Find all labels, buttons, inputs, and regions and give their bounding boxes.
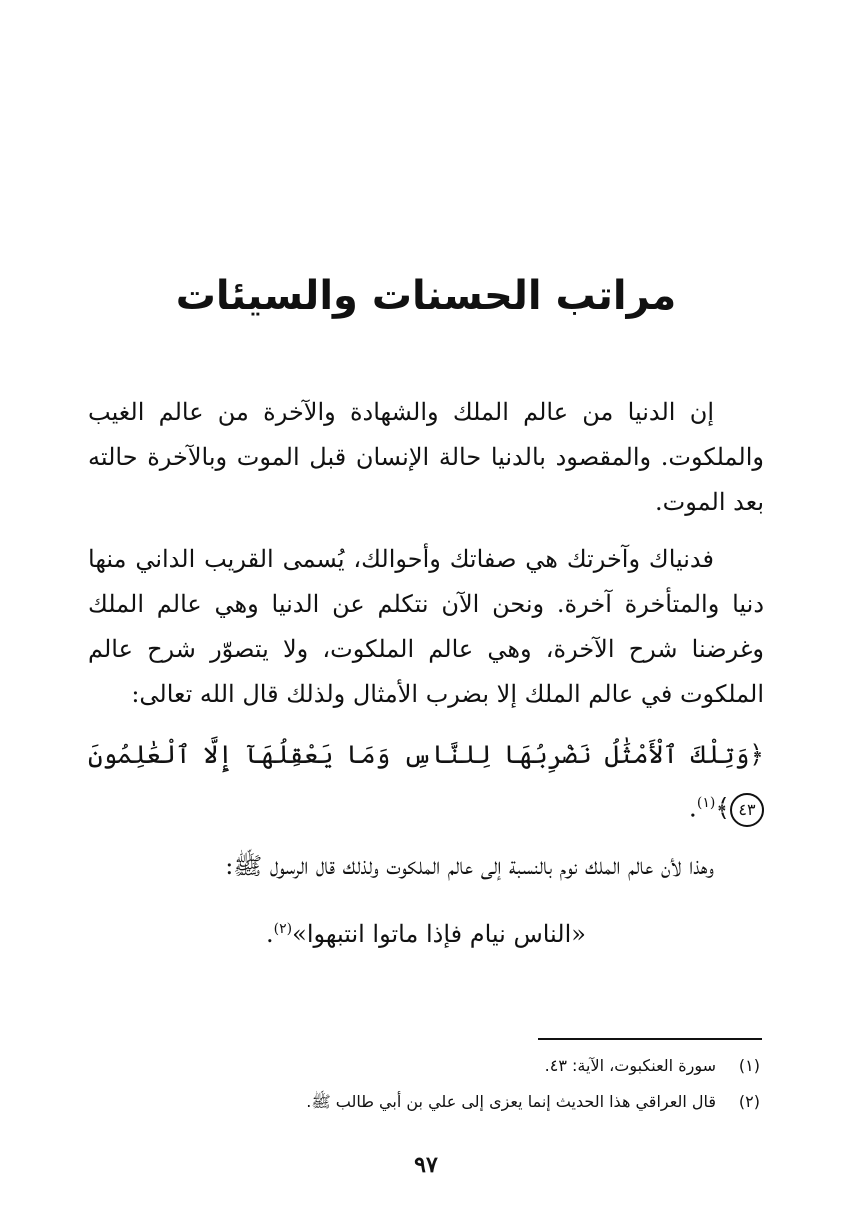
footnote-number: (٢) bbox=[738, 1092, 760, 1111]
quran-verse bbox=[88, 731, 764, 832]
quran-close-bracket: ﴾ bbox=[715, 793, 730, 823]
footnote-ref-1[interactable]: (١) bbox=[696, 795, 716, 811]
footnote-text: قال العراقي هذا الحديث إنما يعزى إلى علي بن أبي طالب ﷺ. bbox=[306, 1092, 716, 1111]
footnote-1 bbox=[92, 1048, 760, 1084]
footnote-number: (١) bbox=[738, 1056, 760, 1075]
page-number: ٩٧ bbox=[414, 1152, 438, 1178]
quran-text: ﴿وَتِلْكَ ٱلْأَمْثَٰلُ نَضْرِبُهَا لِلنَّاسِ وَمَا يَعْقِلُهَآ إِلَّا ٱلْعَٰلِمُونَ bbox=[88, 740, 764, 769]
hadith-quote bbox=[88, 907, 764, 957]
hadith-end: . bbox=[266, 920, 274, 949]
main-text bbox=[88, 390, 764, 957]
hadith-text: «الناس نيام فإذا ماتوا انتبهوا» bbox=[292, 920, 586, 949]
ayah-number-icon: ٤٣ bbox=[730, 793, 764, 827]
quran-end: . bbox=[688, 793, 697, 823]
paragraph-3: وهذا لأن عالم الملك نوم بالنسبة إلى عالم الملكوت ولذلك قال الرسول ﷺ: bbox=[225, 852, 714, 881]
chapter-title: مراتب الحسنات والسيئات bbox=[175, 273, 677, 319]
footnotes bbox=[92, 1048, 760, 1120]
footnote-text: سورة العنكبوت، الآية: ٤٣. bbox=[544, 1056, 716, 1075]
footnote-ref-2[interactable]: (٢) bbox=[273, 921, 293, 938]
paragraph-2: فدنياك وآخرتك هي صفاتك وأحوالك، يُسمى القريب الداني منها دنيا والمتأخرة آخرة. ونحن الآن نتكلم عن الدنيا وهي عالم الملك وغرضنا شرح الآخرة، وهي عالم الملكوت، ولا يتصوّر شرح عالم الملكوت في عالم الملك إلا بضرب الأمثال ولذلك قال الله تعالى: bbox=[88, 545, 765, 708]
footnote-2 bbox=[92, 1084, 760, 1120]
paragraph-1: إن الدنيا من عالم الملك والشهادة والآخرة من عالم الغيب والملكوت. والمقصود بالدنيا حالة الإنسان قبل الموت وبالآخرة حالته بعد الموت. bbox=[88, 398, 764, 516]
footnote-divider bbox=[538, 1038, 762, 1040]
